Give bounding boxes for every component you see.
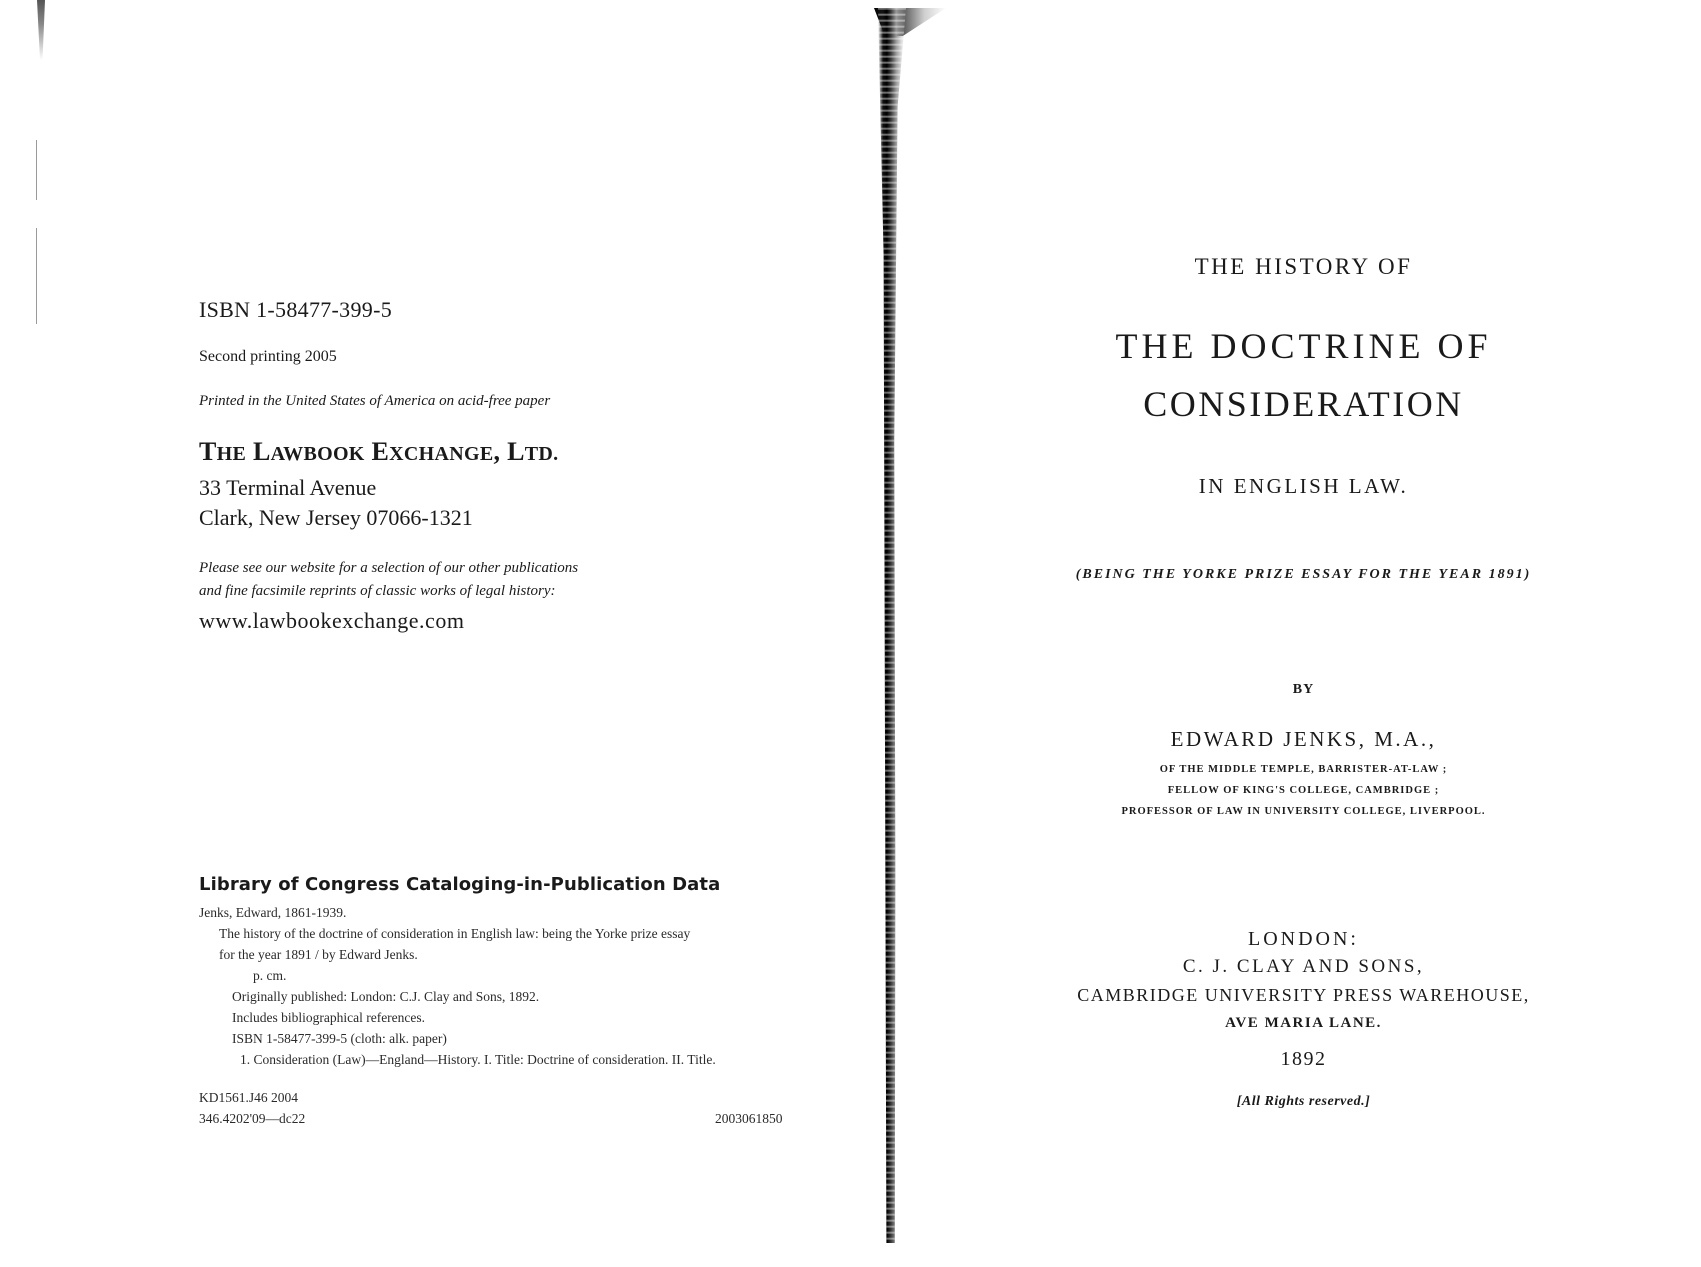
publisher-address-line: 33 Terminal Avenue xyxy=(199,475,377,500)
imprint-city: LONDON: xyxy=(1248,928,1359,950)
author-affiliation: OF THE MIDDLE TEMPLE, BARRISTER-AT-LAW ; xyxy=(1159,764,1448,775)
cip-line: ISBN 1-58477-399-5 (cloth: alk. paper) xyxy=(232,1031,447,1046)
author-affiliation: PROFESSOR OF LAW IN UNIVERSITY COLLEGE, LIVERPOOL. xyxy=(1121,806,1486,817)
cip-line: Jenks, Edward, 1861-1939. xyxy=(199,905,347,920)
lc-call-number: KD1561.J46 2004 xyxy=(199,1090,299,1105)
scan-artifact xyxy=(36,0,46,60)
publisher-address-line: Clark, New Jersey 07066-1321 xyxy=(199,505,473,530)
title-prefix: THE HISTORY OF xyxy=(1194,254,1413,279)
main-title-line: THE DOCTRINE OF xyxy=(1115,326,1492,366)
cip-line: 1. Consideration (Law)—England—History. I. Title: Doctrine of consideration. II. Title. xyxy=(240,1052,716,1067)
title-page xyxy=(906,0,1701,1267)
printing-note: Second printing 2005 xyxy=(199,348,337,365)
website-url: www.lawbookexchange.com xyxy=(199,608,465,633)
cip-line: p. cm. xyxy=(253,968,287,983)
dewey-number: 346.4202'09—dc22 xyxy=(199,1111,306,1126)
imprint-press: CAMBRIDGE UNIVERSITY PRESS WAREHOUSE, xyxy=(1077,985,1530,1005)
rights-notice: [All Rights reserved.] xyxy=(1236,1094,1371,1109)
main-title-line: CONSIDERATION xyxy=(1143,384,1464,424)
by-label: BY xyxy=(1292,682,1315,697)
imprint-street: AVE MARIA LANE. xyxy=(1225,1015,1382,1031)
cip-line: Originally published: London: C.J. Clay and Sons, 1892. xyxy=(232,989,540,1004)
promo-text: Please see our website for a selection of our other publications xyxy=(199,560,579,576)
cip-line: Includes bibliographical references. xyxy=(232,1010,426,1025)
cip-line: for the year 1891 / by Edward Jenks. xyxy=(219,947,418,962)
publication-year: 1892 xyxy=(1280,1048,1327,1070)
isbn: ISBN 1-58477-399-5 xyxy=(199,297,393,322)
author-name: EDWARD JENKS, M.A., xyxy=(1170,727,1437,751)
imprint-publisher: C. J. CLAY AND SONS, xyxy=(1182,956,1425,977)
subtitle: (BEING THE YORKE PRIZE ESSAY FOR THE YEAR 1891) xyxy=(1075,567,1532,582)
title-suffix: IN ENGLISH LAW. xyxy=(1198,474,1409,498)
binding-shadow xyxy=(878,8,906,1243)
promo-text: and fine facsimile reprints of classic works of legal history: xyxy=(199,583,556,599)
lc-control-number: 2003061850 xyxy=(715,1111,783,1126)
author-affiliation: FELLOW OF KING'S COLLEGE, CAMBRIDGE ; xyxy=(1167,785,1440,796)
publisher-name: THE LAWBOOK EXCHANGE, LTD. xyxy=(199,437,559,466)
scan-artifact xyxy=(36,228,37,324)
scan-artifact xyxy=(36,140,37,200)
printed-note: Printed in the United States of America on acid-free paper xyxy=(199,393,551,409)
cip-heading: Library of Congress Cataloging-in-Publication Data xyxy=(199,874,721,895)
cip-line: The history of the doctrine of consideration in English law: being the Yorke prize essay xyxy=(219,926,691,941)
